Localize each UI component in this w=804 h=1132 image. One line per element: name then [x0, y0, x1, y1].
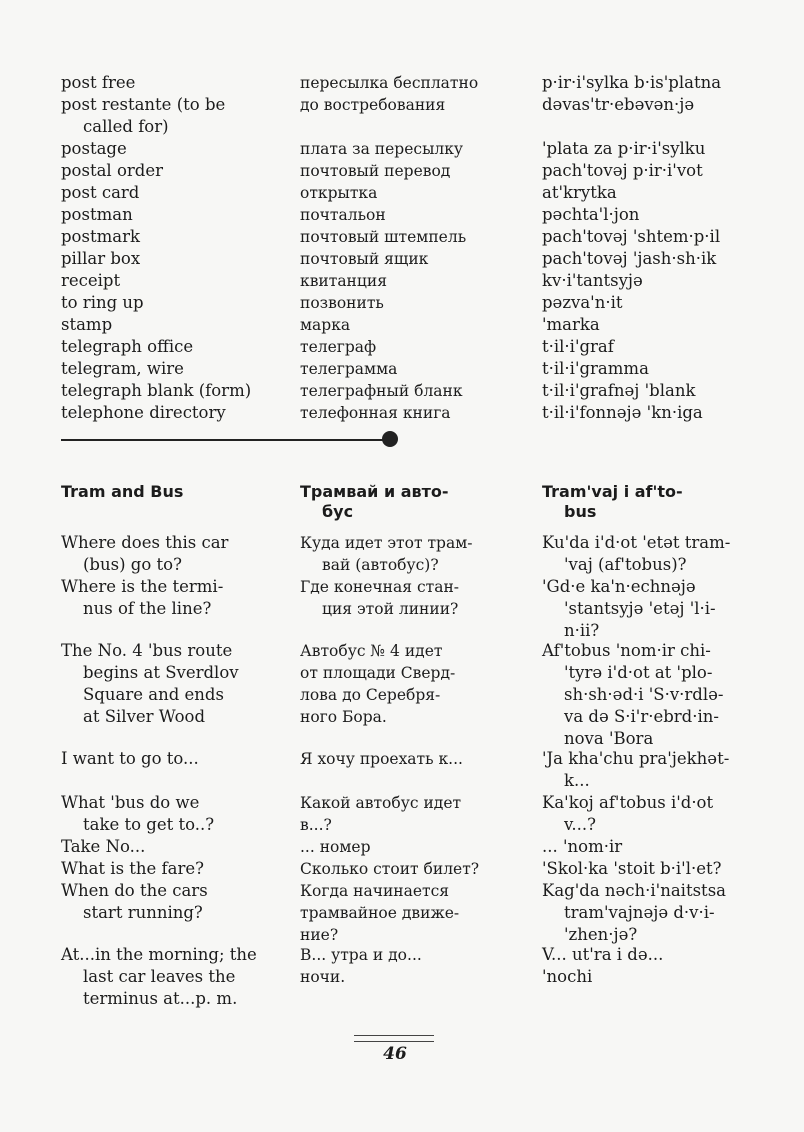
transliteration: 'Ja kha'chu pra'jekhət-: [542, 749, 730, 768]
vocab-row: [0, 204, 804, 226]
vocab-row: [0, 94, 804, 116]
english-phrase: at Silver Wood: [83, 707, 206, 726]
transliteration: 'Gd·e ka'n·echnəjə: [542, 577, 696, 596]
english-phrase: Take No...: [61, 837, 146, 856]
page-number: 46: [383, 1044, 407, 1064]
english-term-continued: called for): [83, 117, 169, 136]
russian-term: почтовый ящик: [300, 250, 429, 268]
vocab-row: [0, 72, 804, 94]
english-phrase: What 'bus do we: [61, 793, 200, 812]
english-term: pillar box: [61, 249, 141, 268]
english-term: postage: [61, 139, 127, 158]
russian-phrase: ного Бора.: [300, 708, 387, 726]
russian-term: позвонить: [300, 294, 384, 312]
heading-line: Трамвай и авто-: [300, 482, 449, 501]
section-heading-english: Tram and Bus: [61, 482, 184, 501]
english-term: postal order: [61, 161, 163, 180]
section-heading-transliteration: [542, 482, 683, 522]
english-term: post free: [61, 73, 136, 92]
russian-phrase: Куда идет этот трам-: [300, 534, 473, 552]
russian-term: открытка: [300, 184, 378, 202]
phrase-entry: [0, 792, 804, 836]
english-term: post restante (to be: [61, 95, 226, 114]
russian-phrase: ... номер: [300, 838, 371, 856]
vocab-row: [0, 160, 804, 182]
russian-phrase: Когда начинается: [300, 882, 450, 900]
english-phrase: start running?: [83, 903, 203, 922]
russian-phrase: в...?: [300, 816, 332, 834]
transliteration: 'Skol·ka 'stoit b·i'l·et?: [542, 859, 722, 878]
english-term: post card: [61, 183, 140, 202]
english-term: to ring up: [61, 293, 144, 312]
russian-phrase: Где конечная стан-: [300, 578, 460, 596]
russian-term: марка: [300, 316, 351, 334]
english-phrase: Square and ends: [83, 685, 224, 704]
transliteration: Af'tobus 'nom·ir chi-: [542, 641, 711, 660]
transliteration: t·il·i'gramma: [542, 359, 649, 378]
transliteration: n·ii?: [564, 621, 600, 640]
russian-phrase: Автобус № 4 идет: [300, 642, 443, 660]
russian-phrase: ночи.: [300, 968, 346, 986]
phrase-entry: [0, 944, 804, 1010]
russian-phrase: В... утра и до...: [300, 946, 422, 964]
russian-phrase: от площади Сверд-: [300, 664, 456, 682]
english-term: postman: [61, 205, 133, 224]
section-divider-rule: [61, 439, 384, 441]
transliteration: p·ir·i'sylka b·is'platna: [542, 73, 722, 92]
phrase-entry: [0, 880, 804, 946]
transliteration: t·il·i'grafnəj 'blank: [542, 381, 696, 400]
transliteration: V... ut'ra i də...: [542, 945, 664, 964]
russian-phrase: лова до Серебря-: [300, 686, 441, 704]
transliteration: pach'tovəj 'jash·sh·ik: [542, 249, 717, 268]
transliteration: pach'tovəj 'shtem·p·il: [542, 227, 721, 246]
transliteration: Ka'koj af'tobus i'd·ot: [542, 793, 714, 812]
vocab-row: [0, 248, 804, 270]
english-term: telegraph blank (form): [61, 381, 252, 400]
english-phrase: At...in the morning; the: [61, 945, 257, 964]
transliteration: pəzva'n·it: [542, 293, 623, 312]
heading-line: бус: [322, 502, 354, 521]
english-phrase: last car leaves the: [83, 967, 236, 986]
vocab-row: [0, 402, 804, 424]
phrase-entry: [0, 532, 804, 576]
english-term: telephone directory: [61, 403, 226, 422]
transliteration: 'stantsyjə 'etəj 'l·i-: [564, 599, 716, 618]
phrase-entry: [0, 640, 804, 750]
vocab-row: [0, 336, 804, 358]
english-phrase: Where is the termi-: [61, 577, 224, 596]
vocab-row: [0, 314, 804, 336]
transliteration: sh·sh·əd·i 'S·v·rdlə-: [564, 685, 724, 704]
transliteration: kv·i'tantsyjə: [542, 271, 643, 290]
transliteration: Kag'da nəch·i'naitstsa: [542, 881, 726, 900]
phrase-entry: [0, 576, 804, 642]
russian-term: пересылка бесплатно: [300, 74, 479, 92]
english-term: telegram, wire: [61, 359, 184, 378]
transliteration: k...: [564, 771, 590, 790]
transliteration: tram'vajnəjə d·v·i-: [564, 903, 715, 922]
vocab-row: [0, 270, 804, 292]
transliteration: va də S·i'r·ebrd·in-: [564, 707, 719, 726]
english-phrase: nus of the line?: [83, 599, 212, 618]
english-term: telegraph office: [61, 337, 194, 356]
russian-term: квитанция: [300, 272, 387, 290]
footer-double-rule: [354, 1035, 434, 1042]
english-phrase: What is the fare?: [61, 859, 204, 878]
russian-term: почтовый штемпель: [300, 228, 467, 246]
russian-phrase: трамвайное движе-: [300, 904, 460, 922]
transliteration: 'tyrə i'd·ot at 'plo-: [564, 663, 713, 682]
vocab-row-continuation: [0, 116, 804, 138]
russian-term: телефонная книга: [300, 404, 451, 422]
postal-vocabulary-list: [0, 72, 804, 424]
heading-line: bus: [564, 502, 597, 521]
russian-term: телеграмма: [300, 360, 398, 378]
russian-term: почтовый перевод: [300, 162, 451, 180]
english-term: receipt: [61, 271, 121, 290]
phrase-entry: [0, 748, 804, 792]
transliteration: ... 'nom·ir: [542, 837, 623, 856]
english-phrase: take to get to..?: [83, 815, 215, 834]
transliteration: v...?: [564, 815, 596, 834]
russian-term: телеграфный бланк: [300, 382, 463, 400]
vocab-row: [0, 182, 804, 204]
transliteration: 'nochi: [542, 967, 593, 986]
transliteration: pach'tovəj p·ir·i'vot: [542, 161, 703, 180]
vocab-row: [0, 358, 804, 380]
transliteration: Ku'da i'd·ot 'etət tram-: [542, 533, 731, 552]
english-phrase: terminus at...p. m.: [83, 989, 238, 1008]
english-phrase: begins at Sverdlov: [83, 663, 239, 682]
russian-phrase: ние?: [300, 926, 339, 944]
russian-phrase: вай (автобус)?: [322, 556, 439, 574]
vocab-row: [0, 138, 804, 160]
english-term: postmark: [61, 227, 140, 246]
vocab-row: [0, 380, 804, 402]
russian-phrase: Сколько стоит билет?: [300, 860, 480, 878]
transliteration: t·il·i'graf: [542, 337, 614, 356]
transliteration: at'krytka: [542, 183, 617, 202]
english-phrase: Where does this car: [61, 533, 229, 552]
transliteration: 'marka: [542, 315, 600, 334]
phrase-entry: [0, 836, 804, 858]
transliteration: t·il·i'fonnəjə 'kn·iga: [542, 403, 703, 422]
russian-term: до востребования: [300, 96, 446, 114]
english-phrase: The No. 4 'bus route: [61, 641, 233, 660]
vocab-row: [0, 226, 804, 248]
phrase-entry: [0, 858, 804, 880]
russian-phrase: Я хочу проехать к...: [300, 750, 463, 768]
russian-phrase: ция этой линии?: [322, 600, 459, 618]
english-phrase: (bus) go to?: [83, 555, 182, 574]
transliteration: 'vaj (af'tobus)?: [564, 555, 687, 574]
section-heading-russian: [300, 482, 449, 522]
russian-term: телеграф: [300, 338, 377, 356]
transliteration: nova 'Bora: [564, 729, 654, 748]
heading-line: Tram'vaj i af'to-: [542, 482, 683, 501]
transliteration: 'zhen·jə?: [564, 925, 638, 944]
russian-term: плата за пересылку: [300, 140, 464, 158]
vocab-row: [0, 292, 804, 314]
section-divider-dot-icon: [382, 431, 398, 447]
russian-phrase: Какой автобус идет: [300, 794, 462, 812]
russian-term: почтальон: [300, 206, 386, 224]
english-phrase: I want to go to...: [61, 749, 199, 768]
english-phrase: When do the cars: [61, 881, 208, 900]
english-term: stamp: [61, 315, 113, 334]
transliteration: dəvas'tr·ebəvən·jə: [542, 95, 695, 114]
transliteration: 'plata za p·ir·i'sylku: [542, 139, 706, 158]
transliteration: pəchta'l·jon: [542, 205, 640, 224]
